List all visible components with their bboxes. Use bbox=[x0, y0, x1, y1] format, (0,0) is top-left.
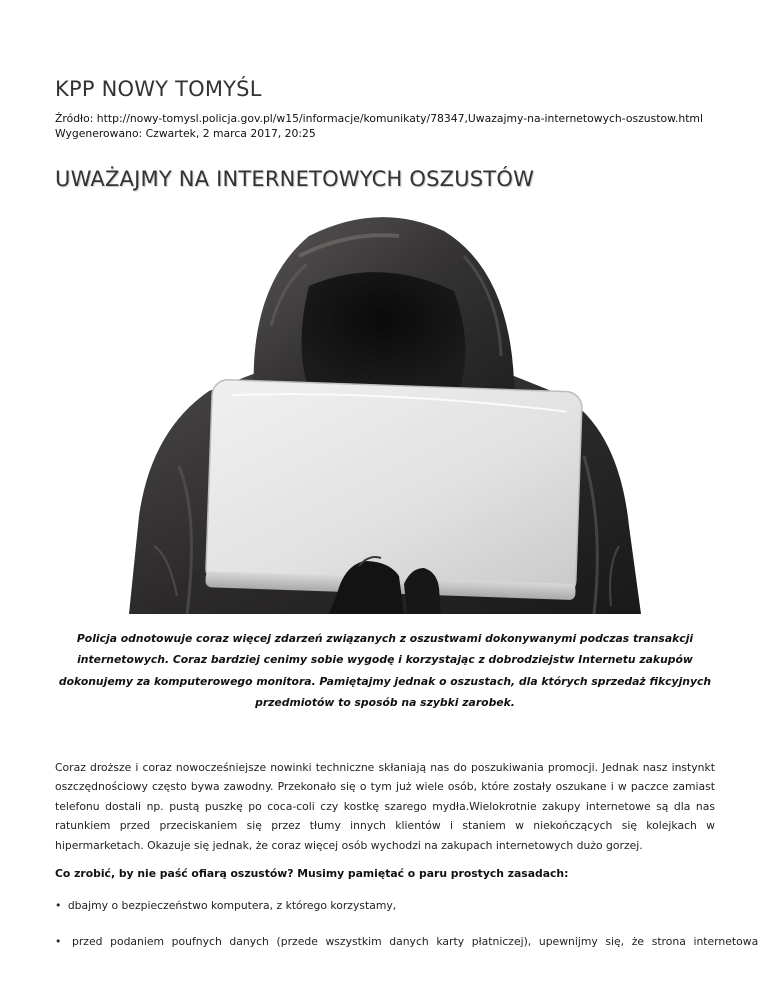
article-title: UWAŻAJMY NA INTERNETOWYCH OSZUSTÓW bbox=[55, 167, 535, 192]
list-item bbox=[55, 932, 759, 951]
list-item-text: przed podaniem poufnych danych (przede wszystkim danych karty płatniczej), upewnijmy się, że strona internetowa bbox=[72, 934, 759, 948]
source-url: Źródło: http://nowy-tomysl.policja.gov.pl/w15/informacje/komunikaty/78347,Uwazajmy-na-internetowych-oszustow.html bbox=[55, 112, 703, 125]
list-item bbox=[55, 896, 715, 915]
bullet-icon: • bbox=[55, 934, 62, 948]
article-lead: Policja odnotowuje coraz więcej zdarzeń związanych z oszustwami dokonywanymi podczas transakcji internetowych. Coraz bardziej cenimy sobie wygodę i korzystając z dobrodziejstw Internetu zakupów dokonujemy za komputerowego monitora. Pamiętajmy jednak o oszustach, dla których sprzedaż fikcyjnych przedmiotów to sposób na szybki zarobek. bbox=[58, 631, 712, 710]
article-question: Co zrobić, by nie paść ofiarą oszustów? Musimy pamiętać o paru prostych zasadach: bbox=[55, 867, 569, 881]
document-meta bbox=[55, 111, 703, 141]
site-title: KPP NOWY TOMYŚL bbox=[55, 77, 262, 102]
article-body bbox=[55, 758, 759, 951]
generated-date: Wygenerowano: Czwartek, 2 marca 2017, 20:25 bbox=[55, 127, 316, 140]
list-item-text: dbajmy o bezpieczeństwo komputera, z którego korzystamy, bbox=[67, 899, 397, 913]
article-photo bbox=[59, 216, 709, 614]
bullet-icon: • bbox=[55, 899, 62, 913]
article-paragraph: Coraz droższe i coraz nowocześniejsze nowinki techniczne skłaniają nas do poszukiwania promocji. Jednak nasz instynkt oszczędnościowy często bywa zawodny. Przekonało się o tym już wiele osób, które zostały oszukane i w paczce zamiast telefonu dostali np. pustą puszkę po coca-coli czy kostkę szarego mydła.Wielokrotnie zakupy internetowe są dla nas ratunkiem przed przeciskaniem się przez tłumy innych klientów i staniem w niekończących się kolejkach w hipermarketach. Okazuje się jednak, że coraz więcej osób wychodzi na zakupach internetowych dużo gorzej. bbox=[55, 761, 715, 852]
